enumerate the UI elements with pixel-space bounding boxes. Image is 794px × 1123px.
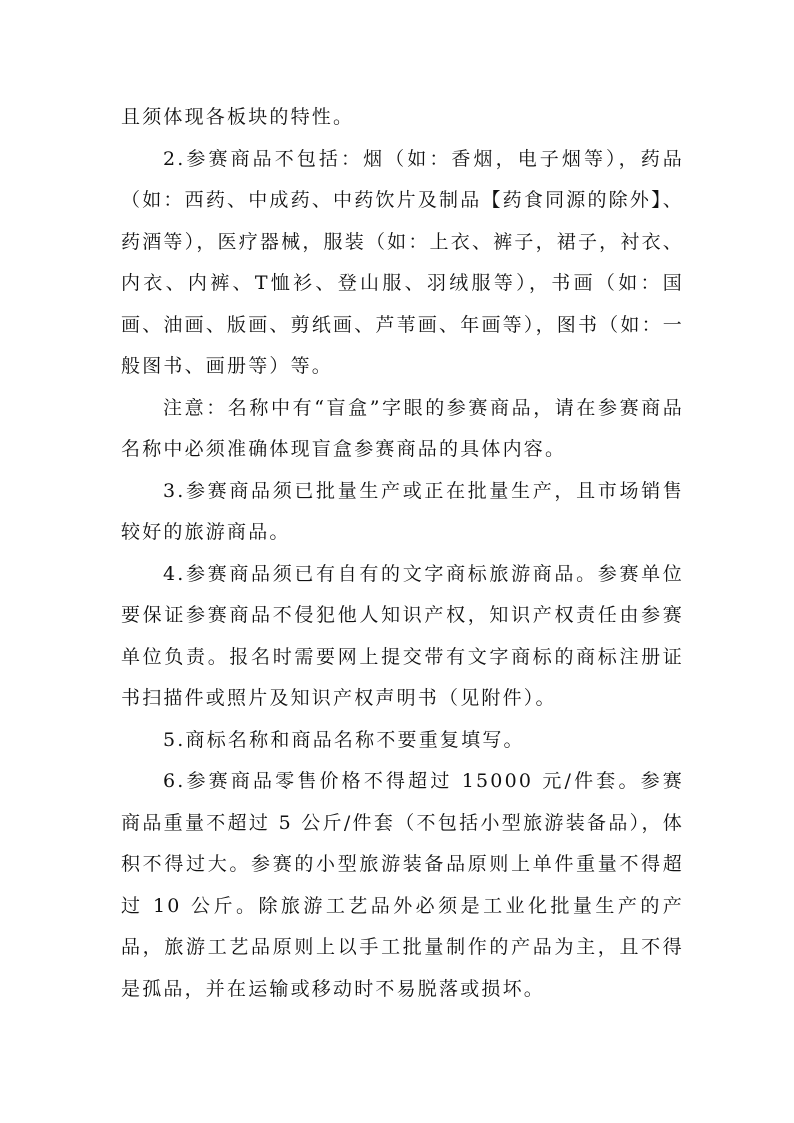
paragraph-item-2-exclusions: 2.参赛商品不包括：烟（如：香烟，电子烟等），药品（如：西药、中成药、中药饮片及制品【药食同源的除外】、药酒等），医疗器械，服装（如：上衣、裤子，裙子，衬衣、内衣、内裤、T恤衫、登山服、羽绒服等），书画（如：国画、油画、版画、剪纸画、芦苇画、年画等），图书（如：一般图书、画册等）等。 [121,147,684,377]
paragraph-item-6-price-weight: 6.参赛商品零售价格不得超过 15000 元/件套。参赛商品重量不超过 5 公斤/件套（不包括小型旅游装备品），体积不得过大。参赛的小型旅游装备品原则上单件重量不得超过 10 公斤。除旅游工艺品外必须是工业化批量生产的产品，旅游工艺品原则上以手工批量制作的产品为主，且不得是孤品，并在运输或移动时不易脱落或损坏。 [121,770,684,1000]
paragraph-note-blind-box: 注意：名称中有“盲盒”字眼的参赛商品，请在参赛商品名称中必须准确体现盲盒参赛商品的具体内容。 [121,396,684,460]
paragraph-continuation: 且须体现各板块的特性。 [121,106,355,128]
paragraph-item-4-trademark: 4.参赛商品须已有自有的文字商标旅游商品。参赛单位要保证参赛商品不侵犯他人知识产权，知识产权责任由参赛单位负责。报名时需要网上提交带有文字商标的商标注册证书扫描件或照片及知识产权声明书（见附件）。 [121,562,684,709]
paragraph-item-3-mass-production: 3.参赛商品须已批量生产或正在批量生产，且市场销售较好的旅游商品。 [121,479,684,543]
paragraph-item-5-names: 5.商标名称和商品名称不要重复填写。 [163,728,525,751]
